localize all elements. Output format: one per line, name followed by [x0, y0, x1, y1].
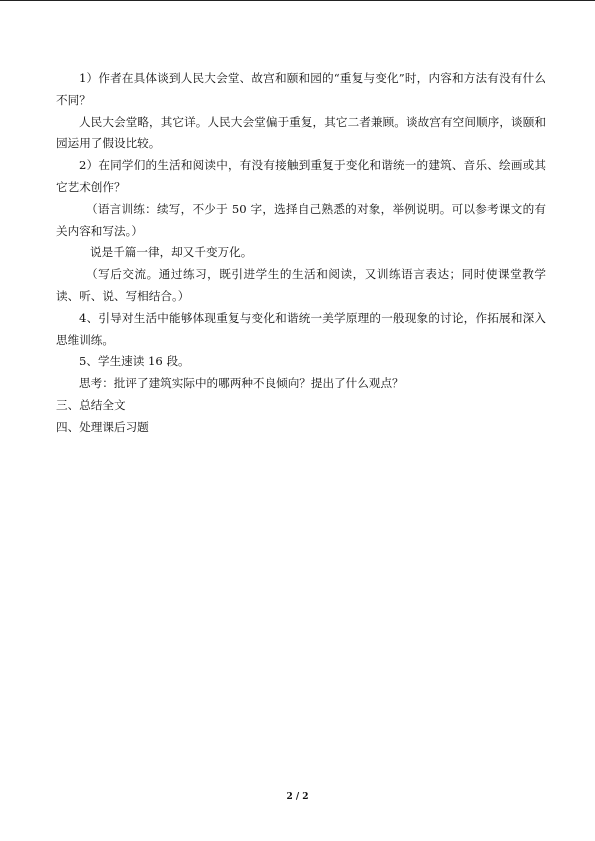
document-body	[56, 68, 546, 439]
section-heading-4: 四、处理课后习题	[56, 419, 149, 434]
paragraph-answer-1: 人民大会堂略，其它详。人民大会堂偏于重复，其它二者兼顾。谈故宫有空间顺序，谈颐和园运用了假设比较。	[56, 114, 546, 151]
paragraph-exchange-note: （写后交流。通过练习，既引进学生的生活和阅读，又训练语言表达；同时使课堂教学读、听、说、写相结合。）	[56, 267, 546, 303]
paragraph-item-5: 5、学生速读 16 段。	[79, 354, 190, 369]
section-heading-3: 三、总结全文	[56, 397, 126, 412]
paragraph-language-training: （语言训练：续写，不少于 50 字，选择自己熟悉的对象，举例说明。可以参考课文的有关内容和写法。）	[56, 201, 546, 238]
paragraph-think: 思考：批评了建筑实际中的哪两种不良倾向？提出了什么观点？	[79, 376, 404, 391]
top-rule	[0, 0, 595, 1]
paragraph-item-4: 4、引导对生活中能够体现重复与变化和谐统一美学原理的一般现象的讨论，作拓展和深入思维训练。	[56, 310, 546, 347]
paragraph-example-sentence: 说是千篇一律，却又千变万化。	[90, 245, 253, 260]
paragraph-question-2: 2）在同学们的生活和阅读中，有没有接触到重复于变化和谐统一的建筑、音乐、绘画或其它艺术创作？	[56, 158, 546, 194]
paragraph-question-1: 1）作者在具体谈到人民大会堂、故宫和颐和园的“重复与变化”时，内容和方法有没有什么不同？	[56, 71, 546, 107]
page-number: 2 / 2	[286, 792, 309, 802]
